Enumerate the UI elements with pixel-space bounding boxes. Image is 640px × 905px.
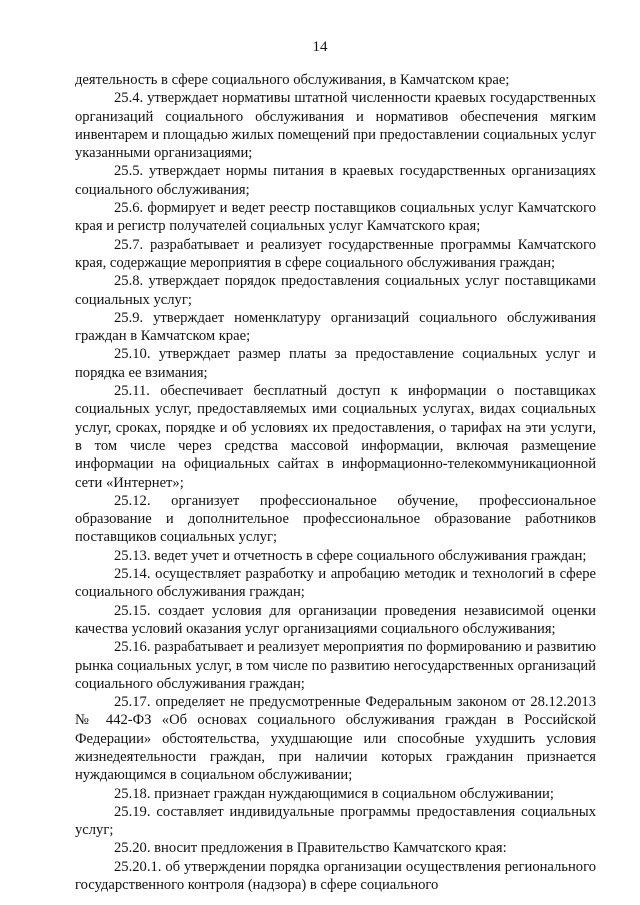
paragraph-25-17: 25.17. определяет не предусмотренные Федеральным законом от 28.12.2013 № 442-ФЗ «Об основах социального обслуживания граждан в Российской Федерации» обстоятельства, ухудшающие или способные ухудшить условия жизнедеятельности граждан, при наличии которых гражданин признается нуждающимся в социальном обслуживании; xyxy=(75,694,596,784)
paragraph-25-20-1: 25.20.1. об утверждении порядка организации осуществления регионального государственного контроля (надзора) в сфере социального xyxy=(75,858,596,894)
paragraph-25-12: 25.12. организует профессиональное обучение, профессиональное образование и дополнительное профессиональное образование работников поставщиков социальных услуг; xyxy=(75,492,596,546)
paragraph-continuation: деятельность в сфере социального обслуживания, в Камчатском крае; xyxy=(75,72,510,88)
paragraph-25-6: 25.6. формирует и ведет реестр поставщиков социальных услуг Камчатского края и регистр получателей социальных услуг Камчатского края; xyxy=(75,200,596,235)
paragraph-25-19: 25.19. составляет индивидуальные программы предоставления социальных услуг; xyxy=(75,803,596,839)
paragraph-25-4: 25.4. утверждает нормативы штатной численности краевых государственных организаций социального обслуживания и нормативов обеспечения мягким инвентарем и площадью жилых помещений при предоставлении социальных услуг указанными организациями; xyxy=(75,90,596,162)
document-body xyxy=(75,71,596,894)
paragraph-25-13: 25.13. ведет учет и отчетность в сфере социального обслуживания граждан; xyxy=(114,547,587,564)
paragraph-25-7: 25.7. разрабатывает и реализует государственные программы Камчатского края, содержащие мероприятия в сфере социального обслуживания граждан; xyxy=(75,236,596,271)
paragraph-25-9: 25.9. утверждает номенклатуру организаций социального обслуживания граждан в Камчатском крае; xyxy=(75,309,596,345)
paragraph-25-15: 25.15. создает условия для организации проведения независимой оценки качества условий оказания услуг организациями социального обслуживания; xyxy=(75,602,596,637)
paragraph-25-8: 25.8. утверждает порядок предоставления социальных услуг поставщиками социальных услуг; xyxy=(75,273,596,308)
paragraph-25-14: 25.14. осуществляет разработку и апробацию методик и технологий в сфере социального обслуживания граждан; xyxy=(75,566,596,601)
paragraph-25-11: 25.11. обеспечивает бесплатный доступ к информации о поставщиках социальных услуг, предоставляемых ими социальных услугах, видах социальных услуг, сроках, порядке и об условиях их предоставления, о тарифах на эти услуги, в том числе через средства массовой информации, включая размещение информации на официальных сайтах в информационно-телекоммуникационной сети «Интернет»; xyxy=(75,383,596,491)
paragraph-25-16: 25.16. разрабатывает и реализует мероприятия по формированию и развитию рынка социальных услуг, в том числе по развитию негосударственных организаций социального обслуживания граждан; xyxy=(75,639,596,692)
paragraph-25-5: 25.5. утверждает нормы питания в краевых государственных организациях социального обслуживания; xyxy=(75,163,596,198)
paragraph-25-18: 25.18. признает граждан нуждающимися в социальном обслуживании; xyxy=(114,785,554,802)
paragraph-25-10: 25.10. утверждает размер платы за предоставление социальных услуг и порядка ее взимания; xyxy=(75,346,596,381)
page-number: 14 xyxy=(312,39,328,55)
paragraph-25-20: 25.20. вносит предложения в Правительство Камчатского края: xyxy=(114,840,507,857)
